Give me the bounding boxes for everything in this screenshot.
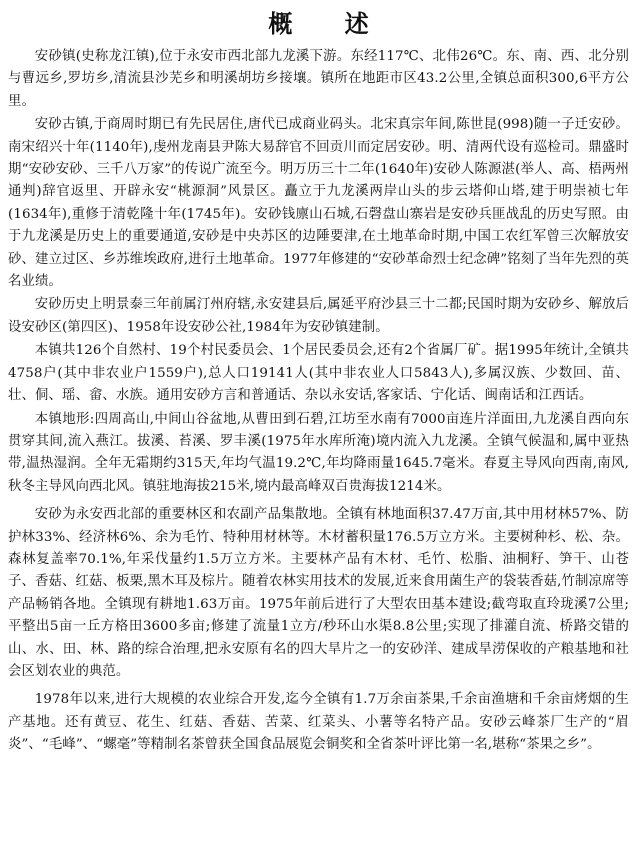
paragraph-terrain: 本镇地形:四周高山,中间山谷盆地,从曹田到石碧,江坊至水南有7000亩连片洋面田,九龙溪自西向东贯穿其间,流入燕江。拔溪、苔溪、罗丰溪(1975年水库所淹)境内流入九龙溪。全镇气候温和,属中亚热带,温热湿润。全年无霜期约315天,年均气温19.2℃,年均降雨量1645.7毫米。春夏主导风向西南,南风,秋冬主导风向西北风。镇驻地海拔215米,境内最高峰双百贵海拔1214米。 <box>8 411 629 494</box>
body-text <box>8 46 629 757</box>
paragraph-population: 本镇共126个自然村、19个村民委员会、1个居民委员会,还有2个省属厂矿。据1995年统计,全镇共4758户(其中非农业户1559户),总人口19141人(其中非农业人口5843人),多属汉族、少数回、苗、壮、侗、瑶、畲、水族。通用安砂方言和普通话、杂以永安话,客家话、宁化话、闽南话和江西话。 <box>8 343 629 404</box>
paragraph-forestry: 安砂为永安西北部的重要林区和农副产品集散地。全镇有林地面积37.47万亩,其中用材林57%、防护林33%、经济林6%、余为毛竹、特种用材林等。木材蓄积量176.5万立方米。主要树种杉、松、杂。森林复盖率70.1%,年采伐量约1.5万立方米。主要林产品有木材、毛竹、松脂、油桐籽、笋干、山苍子、香菇、红菇、板栗,黑木耳及棕片。随着农林实用技术的发展,近来食用菌生产的袋装香菇,竹制凉席等产品畅销各地。全镇现有耕地1.63万亩。1975年前后进行了大型农田基本建设;截弯取直玲珑溪7公里;平整出5亩一丘方格田3600多亩;修建了流量1立方/秒环山水渠8.8公里;实现了排灌自流、桥路交错的山、水、田、林、路的综合治理,把永安原有名的四大旱片之一的安砂洋、建成旱涝保收的产粮基地和社会区划农业的典范。 <box>8 507 629 679</box>
paragraph-location: 安砂镇(史称龙江镇),位于永安市西北部九龙溪下游。东经117℃、北伟26℃。东、南、西、北分别与曹远乡,罗坊乡,清流县沙芜乡和明溪胡坊乡接壤。镇所在地距市区43.2公里,全镇总面积300,6平方公里。 <box>8 49 629 109</box>
paragraph-administration: 安砂历史上明景泰三年前属汀州府辖,永安建县后,属延平府沙县三十二都;民国时期为安砂乡、解放后设安砂区(第四区)、1958年设安砂公社,1984年为安砂镇建制。 <box>8 297 629 335</box>
paragraph-history: 安砂古镇,于商周时期已有先民居住,唐代已成商业码头。北宋真宗年间,陈世昆(998)随一子迁安砂。南宋绍兴十年(1140年),虔州龙南县尹陈大易辞官不回贡川而定居安砂。明、清两代设有巡检司。鼎盛时期“安砂安砂、三千八万家”的传说广流至今。明万历三十二年(1640年)安砂人陈源湛(举人、高、梧两州通判)辞官返里、开辟永安“桃源洞”风景区。矗立于九龙溪两岸山头的步云塔仰山塔,建于明崇祯七年(1634年),重修于清乾隆十年(1745年)。安砂钱廪山石城,石磬盘山寨岩是安砂兵匪战乱的历史写照。由于九龙溪是历史上的重要通道,安砂是中央苏区的边陲要津,在土地革命时期,中国工农红军曾三次解放安砂、建立过区、乡苏维埃政府,进行土地革命。1977年修建的“安砂革命烈士纪念碑”铭刻了当年先烈的英名业绩。 <box>8 117 629 290</box>
paragraph-agriculture: 1978年以来,进行大规模的农业综合开发,迄今全镇有1.7万余亩茶果,千余亩渔塘和千余亩烤烟的生产基地。还有黄豆、花生、红菇、香菇、苦菜、红菜头、小薯等名特产品。安砂云峰茶厂生产的“眉炎”、“毛峰”、“螺毫”等精制名茶曾获全国食品展览会铜奖和全省茶叶评比第一名,堪称“茶果之乡”。 <box>8 692 629 753</box>
page-title: 概 述 <box>268 10 391 38</box>
